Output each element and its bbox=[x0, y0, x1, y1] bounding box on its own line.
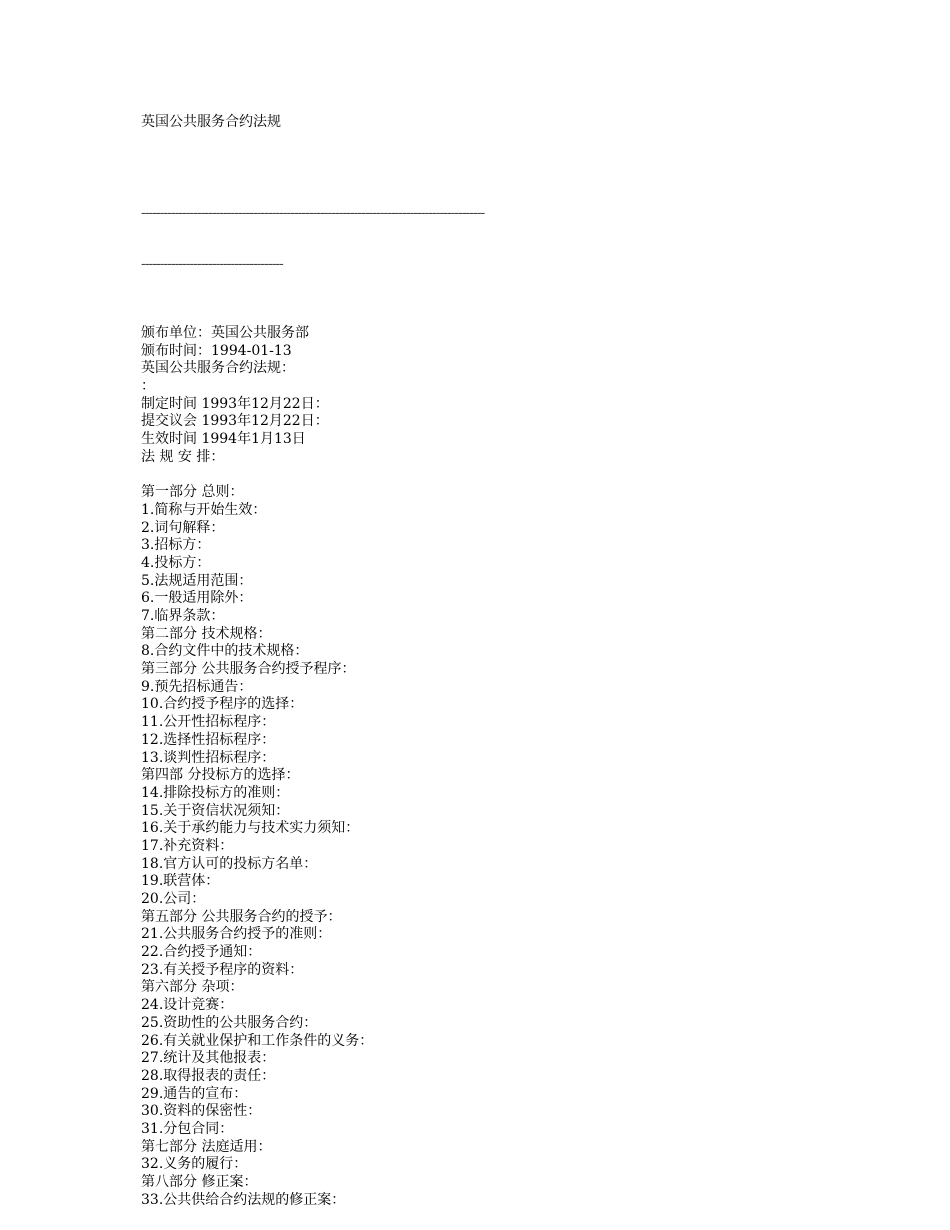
toc-entry: 第四部 分投标方的选择： bbox=[141, 767, 300, 784]
toc-entry: 1.简称与开始生效： bbox=[141, 501, 267, 518]
toc-entry: 8.合约文件中的技术规格： bbox=[141, 643, 309, 660]
toc-entry: 4.投标方： bbox=[141, 554, 211, 571]
meta-colon-line: ： bbox=[141, 378, 155, 395]
toc-entry: 31.分包合同： bbox=[141, 1120, 234, 1137]
toc-entry: 15.关于资信状况须知： bbox=[141, 802, 290, 819]
document-page bbox=[141, 112, 831, 1209]
blank-line bbox=[141, 467, 831, 485]
meta-issue-date: 颁布时间：1994-01-13 bbox=[141, 342, 292, 359]
toc-entry: 9.预先招标通告： bbox=[141, 678, 253, 695]
toc-entry: 29.通告的宣布： bbox=[141, 1085, 248, 1102]
toc-entry: 28.取得报表的责任： bbox=[141, 1067, 276, 1084]
toc-entry: 第六部分 杂项： bbox=[141, 979, 244, 996]
toc-entry: 14.排除投标方的准则： bbox=[141, 784, 290, 801]
toc-entry: 12.选择性招标程序： bbox=[141, 731, 276, 748]
toc-entry: 16.关于承约能力与技术实力须知： bbox=[141, 820, 360, 837]
toc-entry: 13.谈判性招标程序： bbox=[141, 749, 276, 766]
toc-entry: 6.一般适用除外： bbox=[141, 590, 253, 607]
toc-entry: 第三部分 公共服务合约授予程序： bbox=[141, 661, 356, 678]
meta-issuer: 颁布单位：英国公共服务部 bbox=[141, 325, 309, 341]
toc-entry: 33.公共供给合约法规的修正案： bbox=[141, 1191, 346, 1208]
toc-entry: 30.资料的保密性： bbox=[141, 1103, 262, 1120]
toc-entry: 11.公开性招标程序： bbox=[141, 714, 276, 731]
toc-entry: 32.义务的履行： bbox=[141, 1156, 248, 1173]
divider-line-1: -------------------------------------------------------------------------------------------- bbox=[141, 205, 485, 221]
toc-entry: 27.统计及其他报表： bbox=[141, 1050, 276, 1067]
toc-entry: 3.招标方： bbox=[141, 537, 211, 554]
metadata-block bbox=[141, 325, 831, 467]
toc-entry: 第五部分 公共服务合约的授予： bbox=[141, 908, 342, 925]
meta-regulation-name: 英国公共服务合约法规： bbox=[141, 360, 295, 377]
divider-rule bbox=[141, 171, 831, 307]
document-title: 英国公共服务合约法规 bbox=[141, 114, 281, 130]
toc-entry: 19.联营体： bbox=[141, 873, 220, 890]
toc-entry: 21.公共服务合约授予的准则： bbox=[141, 926, 332, 943]
toc-entry: 第二部分 技术规格： bbox=[141, 625, 272, 642]
toc-entry: 第八部分 修正案： bbox=[141, 1174, 258, 1190]
toc-entry: 5.法规适用范围： bbox=[141, 572, 253, 589]
toc-entry: 24.设计竞赛： bbox=[141, 997, 234, 1014]
toc-entry: 第七部分 法庭适用： bbox=[141, 1138, 272, 1155]
table-of-contents bbox=[141, 484, 831, 1209]
toc-entry: 26.有关就业保护和工作条件的义务： bbox=[141, 1032, 374, 1049]
toc-entry: 25.资助性的公共服务合约： bbox=[141, 1014, 318, 1031]
toc-entry: 22.合约授予通知： bbox=[141, 944, 262, 961]
meta-arrangement-heading: 法 规 安 排： bbox=[141, 448, 225, 465]
toc-entry: 18.官方认可的投标方名单： bbox=[141, 855, 318, 872]
toc-entry: 2.词句解释： bbox=[141, 519, 225, 536]
toc-entry: 20.公司： bbox=[141, 891, 206, 907]
toc-entry: 7.临界条款： bbox=[141, 608, 225, 624]
meta-made-date: 制定时间 1993年12月22日： bbox=[141, 395, 329, 412]
toc-entry: 17.补充资料： bbox=[141, 837, 234, 854]
toc-entry: 23.有关授予程序的资料： bbox=[141, 961, 304, 978]
meta-laid-before-parliament: 提交议会 1993年12月22日： bbox=[141, 413, 329, 430]
divider-line-2: -------------------------------------- bbox=[141, 256, 283, 272]
toc-entry: 第一部分 总则： bbox=[141, 484, 244, 501]
toc-entry: 10.合约授予程序的选择： bbox=[141, 696, 304, 713]
meta-coming-into-force: 生效时间 1994年1月13日 bbox=[141, 431, 306, 448]
